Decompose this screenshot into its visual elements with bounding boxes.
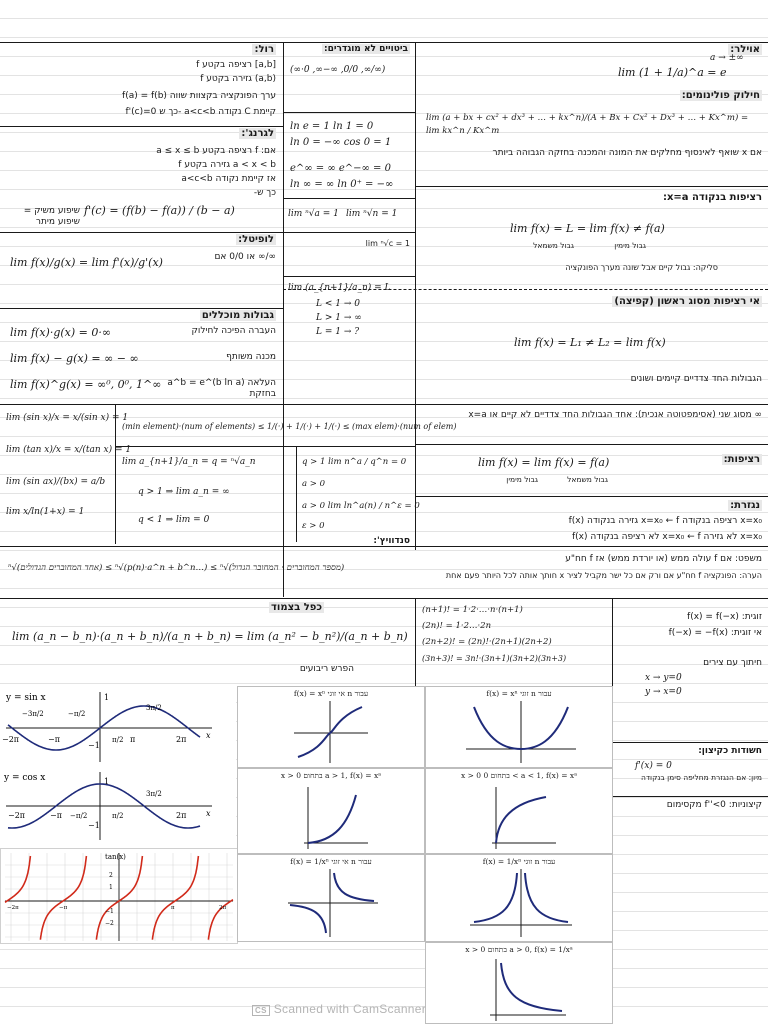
axes-section bbox=[615, 656, 766, 700]
rule bbox=[0, 404, 415, 405]
sign-theorem-line-1: משפט: אם f עולה ממש (או יורדת ממש) אז f חח"ע bbox=[565, 554, 762, 564]
continuity-point-title: רציפות בנקודה x=a: bbox=[662, 192, 762, 203]
lagrange-line-3: אז קיימת נקודה a<c<b bbox=[181, 174, 276, 184]
indeterminate-note-3: a^b = e^(b ln a) העלאה בחזקת bbox=[167, 378, 276, 399]
rule bbox=[415, 444, 768, 445]
rule bbox=[0, 126, 283, 127]
continuity-formula: lim f(x) = lim f(x) = f(a) bbox=[478, 456, 610, 469]
sign-theorem-section bbox=[418, 552, 766, 596]
ratio-test-2: q > 1 ⇒ lim a_n = ∞ bbox=[138, 487, 230, 497]
trig-limit-2: lim (tan x)/x = x/(tan x) = 1 bbox=[6, 445, 132, 455]
tan-xtick-0: −2π bbox=[7, 905, 19, 911]
power-odd-panel bbox=[237, 686, 425, 768]
rational-note: אם x שואף לאינסוף מחלקים את המונה והמכנה בחזקה הגבוהה ביותר bbox=[492, 148, 762, 158]
axes-line-2: y → x=0 bbox=[645, 687, 682, 697]
root-limit-3: lim ⁿ√c = 1 bbox=[365, 239, 410, 248]
tan-ytick-1: 1 bbox=[109, 884, 113, 891]
ratio-limit-main: lim (a_{n+1}/a_n) = L bbox=[288, 283, 391, 293]
rule bbox=[415, 598, 416, 686]
sandwich-title: סנדוויץ': bbox=[373, 536, 410, 546]
power-odd-svg bbox=[238, 687, 424, 767]
ratio-limits-section bbox=[286, 278, 412, 344]
euler-var: a → ±∞ bbox=[710, 53, 744, 63]
growth-4: ε > 0 bbox=[302, 521, 325, 531]
recip-even-caption: עבור n זוגי f(x) = 1/xⁿ bbox=[482, 857, 556, 866]
parity-odd: אי זוגית: f(−x) = −f(x) bbox=[668, 628, 762, 638]
conjugate-note: הפרש ריבועים bbox=[299, 664, 354, 674]
power-lt1-curve bbox=[496, 797, 546, 843]
power-gt1-curve bbox=[308, 795, 356, 843]
lagrange-section bbox=[2, 128, 280, 230]
undefined-line-3: ln 0 = −∞ cos 0 = 1 bbox=[290, 137, 392, 148]
rational-section bbox=[418, 90, 766, 182]
parity-section bbox=[615, 610, 766, 650]
recip-odd-caption: עבור n אי זוגי f(x) = 1/xⁿ bbox=[290, 857, 372, 866]
tan-xtick-6: π bbox=[171, 905, 175, 911]
cos-graph-svg bbox=[0, 768, 236, 844]
ratio-limit-lt1: L < 1 → 0 bbox=[316, 299, 360, 309]
conjugate-section bbox=[2, 600, 414, 684]
power-gt1-svg bbox=[238, 769, 424, 853]
cos-tick-0: −2π bbox=[8, 811, 26, 820]
power-lt1-svg bbox=[426, 769, 612, 853]
continuity-label-left: גבול משמאל bbox=[567, 475, 608, 484]
growth-2: a > 0 bbox=[302, 479, 326, 489]
rule bbox=[283, 198, 415, 199]
sin-tick-1: −3π/2 bbox=[22, 710, 44, 718]
tan-graph-svg bbox=[1, 849, 237, 943]
rational-formula: lim (a + bx + cx² + dx³ + … + kx^n)/(A + Bx + Cx² + Dx³ + … + Kx^m) = lim kx^n / Kx^m bbox=[426, 113, 749, 136]
rolle-line-3: f(a) = f(b) ערך הפונקציה בקצוות שווה bbox=[122, 91, 276, 101]
rule bbox=[283, 112, 415, 113]
trig-limit-4: lim x/ln(1+x) = 1 bbox=[6, 507, 85, 517]
factorial-2: (2n)! = 1·2…·2n bbox=[422, 621, 492, 631]
tangent-value: f''<0 מקסימום bbox=[666, 800, 726, 810]
discontinuity-section bbox=[418, 292, 766, 404]
indeterminate-note-1: העברה הפיכה לחילוק bbox=[191, 326, 276, 336]
undefined-line-5: ln ∞ = ∞ ln 0⁺ = −∞ bbox=[290, 179, 394, 190]
power-even-panel bbox=[425, 686, 613, 768]
lagrange-line-4: כך ש- bbox=[253, 188, 276, 198]
rolle-line-4: f'(c)=0 כך ש- a<c<b נקודה C קיימת bbox=[125, 107, 276, 117]
tan-label: tan(x) bbox=[105, 853, 126, 861]
rolle-title: רול: bbox=[254, 44, 274, 55]
sandwich-formula: ⁿ√(אחד המחוברים הגדולים) ≤ ⁿ√(p(n)·a^n + b^n…) ≤ ⁿ√(מספר המחוברים · המחובר הגדול) bbox=[8, 563, 345, 573]
derivative-line-1: f(x) גזירה בנקודה x=x₀ ← f רציפה בנקודה x=x₀ bbox=[568, 516, 762, 526]
lagrange-note: שיפוע משיק = שיפוע מיתר bbox=[23, 206, 80, 227]
top-border bbox=[0, 42, 768, 43]
tan-ytick-2: 2 bbox=[109, 872, 113, 879]
rule bbox=[612, 796, 768, 797]
continuity-point-formula: lim f(x) = L = lim f(x) ≠ f(a) bbox=[510, 222, 665, 235]
tan-graph bbox=[0, 848, 238, 944]
recip-pos-curve bbox=[501, 963, 562, 1011]
rule bbox=[0, 232, 283, 233]
undefined-title: ביטויים לא מוגדרים: bbox=[323, 44, 408, 54]
cos-tick-1: −π bbox=[50, 811, 62, 820]
euler-formula: lim (1 + 1/a)^a = e bbox=[618, 66, 727, 79]
indeterminate-line-2: lim f(x) − g(x) = ∞ − ∞ bbox=[10, 352, 139, 365]
camscanner-icon: CS bbox=[252, 1005, 270, 1016]
minmax-bound bbox=[118, 406, 457, 446]
recip-even-curve-left bbox=[474, 873, 517, 922]
sin-label: y = sin x bbox=[6, 693, 46, 703]
recip-odd-curve-right bbox=[334, 873, 374, 901]
tan-xtick-8: 2π bbox=[219, 905, 227, 911]
tan-branch bbox=[152, 856, 198, 940]
conjugate-title: כפל בצמוד bbox=[271, 602, 322, 613]
sin-tick-8: 2π bbox=[176, 735, 187, 744]
recip-pos-panel bbox=[425, 942, 613, 1024]
cos-tick-4: π/2 bbox=[112, 812, 124, 820]
tangent-section bbox=[615, 798, 766, 820]
extrema-title: חשודות כקיצון: bbox=[698, 746, 762, 756]
rule bbox=[115, 446, 415, 447]
factorial-section bbox=[418, 600, 608, 684]
recip-even-panel bbox=[425, 854, 613, 942]
watermark-text: Scanned with CamScanner bbox=[273, 1002, 427, 1016]
cos-tick-6: 3π/2 bbox=[146, 790, 162, 798]
lopital-examples bbox=[286, 234, 412, 274]
lagrange-line-2: f גזירה בקטע a < x < b bbox=[178, 160, 276, 170]
undefined-section bbox=[286, 44, 412, 194]
rolle-line-2: f גזירה בקטע (a,b) bbox=[200, 74, 276, 84]
continuity-section bbox=[418, 446, 766, 494]
column-divider-2 bbox=[415, 42, 416, 550]
tan-xtick-2: −π bbox=[59, 905, 68, 911]
root-limits-section bbox=[286, 200, 412, 230]
rule bbox=[415, 186, 768, 187]
power-gt1-panel bbox=[237, 768, 425, 854]
rule bbox=[415, 496, 768, 497]
euler-title: אוילר: bbox=[730, 44, 760, 55]
lagrange-title: לגרנג': bbox=[241, 128, 274, 139]
cos-ytick-1: 1 bbox=[104, 777, 110, 786]
continuity-point-label-left: גבול משמאל bbox=[533, 241, 574, 250]
rational-title: חילוק פולינומים: bbox=[681, 90, 760, 101]
factorial-4: (3n+3)! = 3n!·(3n+1)(3n+2)(3n+3) bbox=[422, 654, 567, 663]
sin-tick-6: π bbox=[130, 735, 136, 744]
cos-tick-7: 2π bbox=[176, 811, 187, 820]
lagrange-line-1: אם: f רציפה בקטע a ≤ x ≤ b bbox=[156, 146, 276, 156]
minmax-formula: (min element)·(num of elements) ≤ 1/(·) + 1/(·) + 1/(·) ≤ (max elem)·(num of elem) bbox=[122, 422, 457, 431]
ratio-test-3: q < 1 ⇒ lim = 0 bbox=[138, 515, 210, 525]
rule bbox=[283, 276, 415, 277]
axes-line-1: x → y=0 bbox=[645, 673, 682, 683]
root-limit-1: lim ⁿ√a = 1 bbox=[288, 209, 339, 219]
continuity-point-section bbox=[418, 188, 766, 284]
derivative-section bbox=[418, 498, 766, 550]
undefined-line-2: ln e = 1 ln 1 = 0 bbox=[290, 121, 374, 132]
ratio-test-1: lim a_{n+1}/a_n = q = ⁿ√a_n bbox=[122, 457, 256, 467]
extrema-line-1: f'(x) = 0 bbox=[635, 761, 672, 771]
tan-branch bbox=[40, 856, 86, 940]
continuity-point-label-right: גבול מימין bbox=[614, 241, 646, 250]
recip-odd-curve-left bbox=[290, 905, 326, 933]
cos-x-label: x bbox=[206, 809, 211, 818]
rolle-line-1: f רציפה בקטע [a,b] bbox=[196, 60, 276, 70]
discontinuity-formula: lim f(x) = L₁ ≠ L₂ = lim f(x) bbox=[514, 336, 666, 349]
growth-1: q > 1 lim n^a / q^n = 0 bbox=[302, 457, 407, 467]
ratio-limit-gt1: L > 1 → ∞ bbox=[316, 313, 362, 323]
tan-ytick-m2: −2 bbox=[105, 920, 114, 927]
sin-ytick-m1: −1 bbox=[88, 741, 100, 750]
rule bbox=[0, 308, 283, 309]
tangent-line bbox=[616, 800, 762, 811]
conjugate-formula: lim (a_n − b_n)·(a_n + b_n)/(a_n + b_n) = lim (a_n² − b_n²)/(a_n + b_n) bbox=[12, 630, 408, 643]
power-even-caption: עבור n זוגי f(x) = xⁿ bbox=[486, 689, 552, 698]
sin-tick-3: −π/2 bbox=[68, 710, 86, 718]
euler-section bbox=[418, 44, 766, 86]
growth-section bbox=[298, 448, 420, 542]
derivative-title: נגזרת: bbox=[730, 500, 760, 511]
continuity-point-note: סליקה: גבול קיים אבל שונה מערך הפונקציה bbox=[565, 263, 718, 272]
indeterminate-line-3: lim f(x)^g(x) = ∞⁰, 0⁰, 1^∞ bbox=[10, 378, 162, 391]
lopital-section bbox=[2, 234, 280, 306]
cos-graph bbox=[0, 768, 236, 844]
trig-limit-1: lim (sin x)/x = x/(sin x) = 1 bbox=[6, 413, 129, 423]
indeterminate-line-1: lim f(x)·g(x) = 0·∞ bbox=[10, 326, 112, 339]
root-limit-2: lim ⁿ√n = 1 bbox=[346, 209, 398, 219]
rule bbox=[296, 446, 297, 542]
lopital-formula: lim f(x)/g(x) = lim f'(x)/g'(x) bbox=[10, 256, 163, 269]
lopital-title: לופיטל: bbox=[238, 234, 274, 245]
ratio-test-section bbox=[118, 448, 294, 542]
rule bbox=[115, 404, 116, 544]
discontinuity-second: x=a מסוג שני (אסימפטוטה אנכית): אחד הגבולות החד צדדיים לא קיים או ∞ bbox=[468, 410, 762, 420]
recip-even-curve-right bbox=[525, 873, 568, 922]
sin-graph-svg bbox=[0, 686, 236, 766]
indeterminate-note-2: מכנה משותף bbox=[226, 352, 276, 362]
tangent-title: קיצוניות: bbox=[728, 800, 762, 810]
recip-pos-caption: x > 0 בתחום a > 0, f(x) = 1/xᵃ bbox=[465, 945, 573, 954]
power-lt1-panel bbox=[425, 768, 613, 854]
sign-theorem-line-2: הערה: הפונקציה f חח"ע אם ורק אם כל ישר מקביל לציר x חותך אותה לכל היותר פעם אחת bbox=[445, 571, 762, 580]
lagrange-formula: f'(c) = (f(b) − f(a)) / (b − a) bbox=[84, 204, 235, 217]
recip-odd-svg bbox=[238, 855, 424, 941]
recip-even-svg bbox=[426, 855, 612, 941]
cos-ytick-m1: −1 bbox=[88, 821, 100, 830]
indeterminate-section bbox=[2, 310, 280, 402]
indeterminate-title: גבולות מוכללים bbox=[201, 310, 274, 321]
tan-ytick-m1: −1 bbox=[105, 908, 114, 915]
camscanner-watermark bbox=[252, 1002, 426, 1016]
sin-graph bbox=[0, 686, 236, 766]
extrema-section bbox=[615, 744, 766, 792]
parity-even: זוגית: f(x) = f(−x) bbox=[687, 612, 762, 622]
rule bbox=[0, 598, 768, 599]
rolle-section bbox=[2, 44, 280, 124]
lopital-forms: ∞/∞ או 0/0 אם bbox=[214, 252, 276, 262]
sin-tick-2: −π bbox=[48, 735, 60, 744]
dashed-rule bbox=[283, 289, 768, 290]
sin-tick-0: −2π bbox=[2, 735, 20, 744]
sin-tick-7: 3π/2 bbox=[146, 704, 162, 712]
cos-label: y = cos x bbox=[4, 773, 46, 783]
tan-branch bbox=[5, 856, 30, 902]
derivative-line-2: f(x) לא רציפה בנקודה x=x₀ ← f לא גזירה x=x₀ bbox=[571, 532, 762, 542]
sin-x-label: x bbox=[206, 731, 211, 740]
sandwich-section bbox=[2, 536, 414, 594]
trig-limit-3: lim (sin ax)/(bx) = a/b bbox=[6, 477, 106, 487]
rule bbox=[612, 742, 768, 743]
ratio-limit-eq1: L = 1 → ? bbox=[316, 327, 360, 337]
axes-title: חיתוך עם צירים bbox=[703, 658, 762, 668]
growth-3: a > 0 lim ln^a(n) / n^ε = 0 bbox=[302, 501, 420, 511]
power-lt1-caption: x > 0 בתחום 0 < a < 1, f(x) = xᵃ bbox=[460, 771, 577, 780]
cos-tick-2: −π/2 bbox=[70, 812, 88, 820]
sin-tick-5: π/2 bbox=[112, 736, 124, 744]
power-even-svg bbox=[426, 687, 612, 767]
discontinuity-note: הגבולות החד צדדיים קיימים ושונים bbox=[630, 374, 762, 384]
continuity-title: רציפות: bbox=[723, 454, 760, 465]
undefined-line-1: (∞·0 ,∞−∞ ,0/0 ,∞/∞) bbox=[290, 65, 386, 75]
power-gt1-caption: x > 0 בתחום a > 1, f(x) = xᵃ bbox=[280, 771, 382, 780]
trig-limits bbox=[2, 406, 132, 534]
factorial-1: (n+1)! = 1·2·…·n·(n+1) bbox=[422, 605, 523, 615]
sin-ytick-1: 1 bbox=[104, 693, 110, 702]
discontinuity-second-section bbox=[418, 406, 766, 442]
rule bbox=[283, 232, 415, 233]
extrema-line-2: מיון: אם הנגזרת מחליפה סימן בנקודה bbox=[641, 773, 762, 782]
recip-pos-svg bbox=[426, 943, 612, 1023]
discontinuity-title: אי רציפות מסוג ראשון (קפיצה) bbox=[614, 296, 760, 307]
rule bbox=[415, 404, 768, 405]
continuity-label-right: גבול מימין bbox=[506, 475, 538, 484]
undefined-line-4: e^∞ = ∞ e^−∞ = 0 bbox=[290, 163, 391, 174]
factorial-3: (2n+2)! = (2n)!·(2n+1)(2n+2) bbox=[422, 637, 552, 647]
power-odd-caption: עבור n אי זוגי f(x) = xⁿ bbox=[293, 689, 369, 698]
recip-odd-panel bbox=[237, 854, 425, 942]
